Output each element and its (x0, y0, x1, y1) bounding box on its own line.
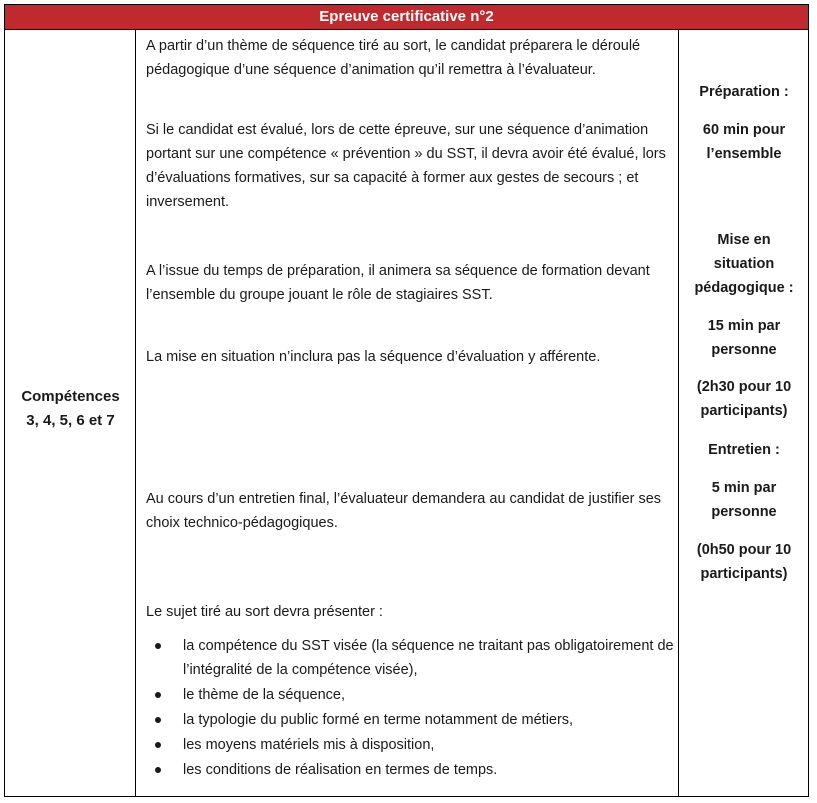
list-item: le thème de la séquence, (146, 683, 674, 707)
description-column (137, 30, 679, 796)
competences-column (5, 30, 136, 796)
paragraph-entretien: Au cours d’un entretien final, l’évaluateur demandera au candidat de justifier ses choix technico-pédagogiques. (146, 491, 662, 531)
list-item: la typologie du public formé en terme notamment de métiers, (146, 708, 674, 732)
preparation-label: Préparation : (699, 84, 789, 100)
sujet-list (146, 634, 674, 783)
entretien-label: Entretien : (708, 442, 780, 458)
preparation-value: 60 min pour l’ensemble (702, 122, 786, 162)
timing-column (680, 30, 808, 796)
entretien-total: (0h50 pour 10 participants) (696, 542, 792, 582)
bullet-icon (155, 742, 161, 748)
entretien-value: 5 min par personne (711, 480, 777, 520)
bullet-icon (155, 643, 161, 649)
mise-en-situation-total: (2h30 pour 10 participants) (696, 379, 792, 419)
paragraph-mise-en-situation: La mise en situation n’inclura pas la séquence d’évaluation y afférente. (146, 349, 601, 365)
bullet-icon (155, 692, 161, 698)
paragraph-animation: A l’issue du temps de préparation, il animera sa séquence de formation devant l’ensemble du groupe jouant le rôle de stagiaires SST. (146, 263, 650, 303)
bullet-icon (155, 767, 161, 773)
mise-en-situation-label: Mise en situation pédagogique : (694, 232, 794, 296)
bullet-icon (155, 717, 161, 723)
table-header: Epreuve certificative n°2 (5, 5, 808, 30)
competences-label (5, 385, 136, 433)
list-item: les conditions de réalisation en termes de temps. (146, 758, 674, 782)
competences-title: Compétences (21, 388, 120, 405)
certification-table (4, 4, 809, 797)
list-item: la compétence du SST visée (la séquence ne traitant pas obligatoirement de l’intégralité de la compétence visée), (146, 634, 674, 682)
mise-en-situation-value: 15 min par personne (707, 318, 781, 358)
paragraph-preparation: A partir d’un thème de séquence tiré au sort, le candidat préparera le déroulé pédagogique d’une séquence d’animation qu’il remettra à l’évaluateur. (146, 38, 641, 78)
competences-numbers: 3, 4, 5, 6 et 7 (26, 412, 115, 429)
paragraph-sujet: Le sujet tiré au sort devra présenter : (146, 604, 383, 620)
paragraph-evaluation: Si le candidat est évalué, lors de cette épreuve, sur une séquence d’animation portant sur une compétence « prévention » du SST, il devra avoir été évalué, lors d’évaluations formatives, sur sa capacité à former aux gestes de secours ; et inversement. (146, 122, 666, 210)
list-item: les moyens matériels mis à disposition, (146, 733, 674, 757)
